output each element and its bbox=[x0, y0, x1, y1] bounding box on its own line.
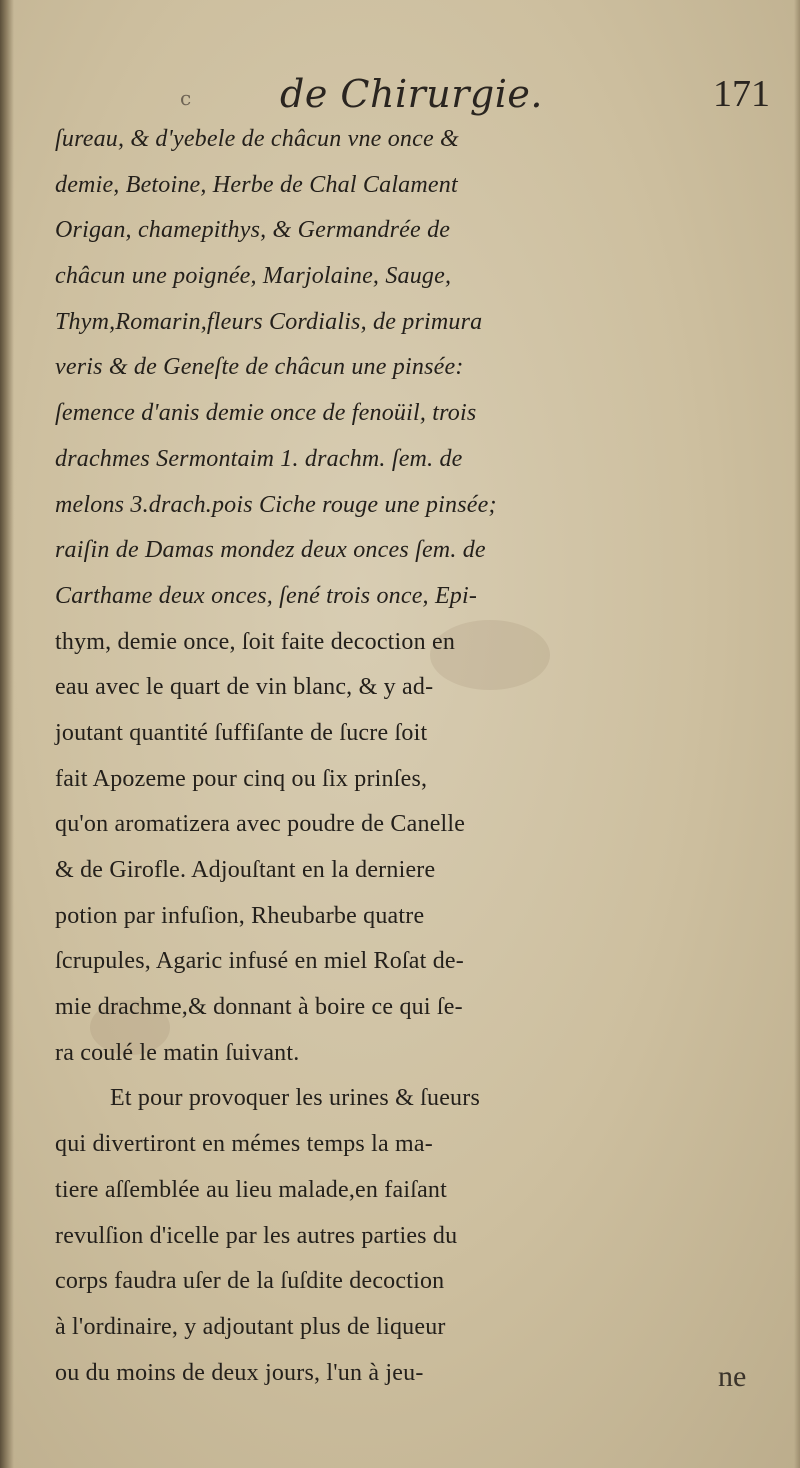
text-line: joutant quantité ſuffiſante de ſucre ſoit bbox=[55, 719, 428, 746]
text-line: ſureau, & d'yebele de châcun vne once & bbox=[55, 126, 459, 152]
text-line: revulſion d'icelle par les autres parties du bbox=[55, 1222, 458, 1249]
text-line: mie drachme,& donnant à boire ce qui ſe- bbox=[55, 994, 463, 1021]
running-head bbox=[180, 72, 770, 122]
text-line: thym, demie once, ſoit faite decoction en bbox=[55, 628, 456, 655]
running-title: de Chirurgie. bbox=[280, 72, 543, 116]
text-line: Carthame deux onces, ſené trois once, Epi- bbox=[55, 582, 478, 609]
text-line: potion par infuſion, Rheubarbe quatre bbox=[55, 902, 425, 929]
text-line: ſemence d'anis demie once de fenoüil, trois bbox=[55, 400, 477, 427]
page-number: 171 bbox=[713, 73, 770, 115]
text-line: drachmes Sermontaim 1. drachm. ſem. de bbox=[55, 445, 463, 472]
signature-mark: c bbox=[180, 86, 192, 110]
catchword: ne bbox=[718, 1360, 747, 1393]
text-body bbox=[55, 117, 775, 1396]
text-line: qui divertiront en mémes temps la ma- bbox=[55, 1131, 433, 1158]
text-line: eau avec le quart de vin blanc, & y ad- bbox=[55, 674, 434, 701]
text-line: à l'ordinaire, y adjoutant plus de liqueur bbox=[55, 1313, 446, 1340]
text-line: melons 3.drach.pois Ciche rouge une pinsée; bbox=[55, 491, 497, 518]
text-line: tiere aſſemblée au lieu malade,en faiſant bbox=[55, 1176, 448, 1203]
text-line: Origan, chamepithys, & Germandrée de bbox=[55, 217, 451, 244]
binding-gutter bbox=[0, 0, 14, 1468]
text-line: veris & de Geneſte de châcun une pinsée: bbox=[55, 354, 464, 381]
text-line: corps faudra uſer de la ſuſdite decoction bbox=[55, 1268, 445, 1295]
text-line: demie, Betoine, Herbe de Chal Calament bbox=[55, 171, 458, 198]
text-line: ou du moins de deux jours, l'un à jeu- bbox=[55, 1359, 424, 1386]
text-line: & de Girofle. Adjouſtant en la derniere bbox=[55, 857, 436, 883]
text-line: ra coulé le matin ſuivant. bbox=[55, 1039, 300, 1066]
text-line: raiſin de Damas mondez deux onces ſem. de bbox=[55, 537, 486, 564]
text-line: qu'on aromatizera avec poudre de Canelle bbox=[55, 811, 466, 838]
text-line: ſcrupules, Agaric infusé en miel Roſat de- bbox=[55, 948, 464, 975]
text-line: Thym,Romarin,fleurs Cordialis, de primura bbox=[55, 308, 483, 335]
text-line: fait Apozeme pour cinq ou ſix prinſes, bbox=[55, 765, 428, 792]
text-line: Et pour provoquer les urines & ſueurs bbox=[110, 1085, 480, 1112]
page-edge bbox=[794, 0, 800, 1468]
text-line: châcun une poignée, Marjolaine, Sauge, bbox=[55, 263, 452, 290]
